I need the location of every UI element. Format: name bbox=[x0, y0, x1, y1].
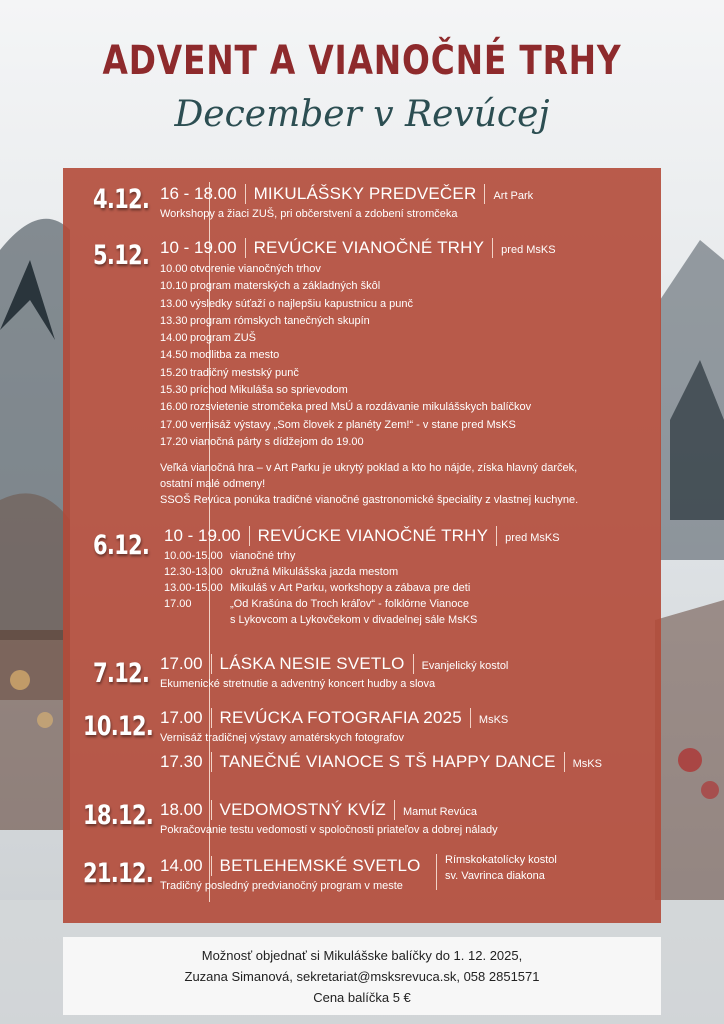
program-row: 14.00 program ZUŠ bbox=[160, 332, 257, 345]
event-header bbox=[164, 526, 560, 546]
event-description: Vernisáž tradičnej výstavy amatérskych fotografov bbox=[160, 732, 404, 744]
separator bbox=[245, 184, 246, 204]
event-place: pred MsKS bbox=[501, 244, 556, 256]
separator bbox=[211, 654, 212, 674]
event-program bbox=[160, 261, 531, 451]
event-place: Art Park bbox=[493, 190, 534, 202]
event-place: MsKS bbox=[572, 758, 602, 770]
event-description: Pokračovanie testu vedomostí v spoločnosti priateľov a dobrej nálady bbox=[160, 824, 498, 836]
event-place: pred MsKS bbox=[505, 532, 560, 544]
event-description: Tradičný posledný predvianočný program v meste bbox=[160, 880, 403, 892]
program-row: 15.20 tradičný mestský punč bbox=[160, 366, 299, 379]
event-place: sv. Vavrinca diakona bbox=[445, 870, 545, 882]
event-time: 10 - 19.00 bbox=[164, 526, 241, 545]
event-time: 17.30 bbox=[160, 752, 203, 771]
event-date: 18.12. bbox=[83, 800, 153, 831]
program-row: 13.00 výsledky súťaží o najlepšiu kapustnicu a punč bbox=[160, 297, 414, 310]
footer-info bbox=[63, 937, 661, 1015]
program-row: 17.00 „Od Krašúna do Troch kráľov“ - folklórne Vianoce bbox=[164, 598, 470, 610]
event-name: REVÚCKE VIANOČNÉ TRHY bbox=[257, 526, 489, 545]
separator bbox=[394, 800, 395, 820]
separator bbox=[249, 526, 250, 546]
event-header bbox=[160, 856, 421, 876]
footer-line: Cena balíčka 5 € bbox=[313, 990, 411, 1005]
separator bbox=[211, 708, 212, 728]
separator bbox=[484, 184, 485, 204]
program-row: 17.00 vernisáž výstavy „Som človek z planéty Zem!“ - v stane pred MsKS bbox=[160, 418, 516, 431]
event-time: 16 - 18.00 bbox=[160, 184, 237, 203]
event-description: Workshopy a žiaci ZUŠ, pri občerstvení a zdobení stromčeka bbox=[160, 208, 458, 220]
event-name: REVÚCKA FOTOGRAFIA 2025 bbox=[219, 708, 462, 727]
separator bbox=[470, 708, 471, 728]
event-name: TANEČNÉ VIANOCE S TŠ HAPPY DANCE bbox=[219, 752, 556, 771]
event-header bbox=[160, 654, 508, 674]
page-title: ADVENT A VIANOČNÉ TRHY bbox=[102, 38, 622, 84]
event-header bbox=[160, 800, 477, 820]
event-date: 10.12. bbox=[83, 711, 153, 742]
program-row: 13.30 program rómskych tanečných skupín bbox=[160, 314, 370, 327]
event-date: 5.12. bbox=[93, 240, 150, 271]
event-note: Veľká vianočná hra – v Art Parku je ukrytý poklad a kto ho nájde, získa hlavný darček, ostatní malé odmeny! bbox=[160, 462, 578, 490]
event-date: 7.12. bbox=[93, 658, 150, 689]
event-place: Mamut Revúca bbox=[402, 806, 477, 818]
separator bbox=[211, 800, 212, 820]
event-time: 18.00 bbox=[160, 800, 203, 819]
event-place: MsKS bbox=[478, 714, 509, 726]
event-place: Evanjelický kostol bbox=[421, 660, 509, 672]
separator bbox=[492, 238, 493, 258]
separator bbox=[496, 526, 497, 546]
program-row: 14.50 modlitba za mesto bbox=[160, 349, 280, 362]
event-name: BETLEHEMSKÉ SVETLO bbox=[219, 856, 421, 875]
footer-line: Zuzana Simanová, sekretariat@msksrevuca.sk, 058 2851571 bbox=[184, 969, 540, 984]
event-program bbox=[164, 548, 477, 628]
program-row: 12.30-13.00 okružná Mikulášska jazda mestom bbox=[164, 566, 399, 578]
event-note: SSOŠ Revúca ponúka tradičné vianočné gastronomické špeciality z vlastnej kuchyne. bbox=[160, 494, 579, 506]
event-time: 17.00 bbox=[160, 708, 203, 727]
separator bbox=[211, 856, 212, 876]
separator bbox=[564, 752, 565, 772]
separator bbox=[436, 854, 437, 890]
events-panel bbox=[63, 168, 661, 923]
program-row: 10.00-15.00 vianočné trhy bbox=[164, 550, 296, 562]
program-row: 10.00 otvorenie vianočných trhov bbox=[160, 263, 321, 275]
separator bbox=[211, 752, 212, 772]
program-row: 10.10 program materských a základných škôl bbox=[160, 280, 381, 293]
program-row: 17.20 vianočná párty s dídžejom do 19.00 bbox=[160, 435, 364, 448]
program-row: 13.00-15.00 Mikuláš v Art Parku, workshopy a zábava pre deti bbox=[164, 582, 471, 594]
event-header bbox=[160, 752, 602, 772]
event-date: 6.12. bbox=[93, 530, 150, 561]
program-row: 15.30 príchod Mikuláša so sprievodom bbox=[160, 384, 348, 397]
footer-line: Možnosť objednať si Mikulášske balíčky do 1. 12. 2025, bbox=[201, 948, 523, 963]
event-header bbox=[160, 238, 556, 258]
event-name: VEDOMOSTNÝ KVÍZ bbox=[219, 800, 386, 819]
event-header bbox=[160, 184, 533, 204]
event-date: 4.12. bbox=[93, 184, 150, 215]
page-subtitle: December v Revúcej bbox=[174, 94, 550, 135]
event-date: 21.12. bbox=[83, 858, 153, 889]
program-row: s Lykovcom a Lykovčekom v divadelnej sále MsKS bbox=[230, 614, 478, 626]
separator bbox=[245, 238, 246, 258]
event-time: 14.00 bbox=[160, 856, 203, 875]
event-header bbox=[160, 708, 508, 728]
event-place: Rímskokatolícky kostol bbox=[445, 854, 557, 866]
event-name: LÁSKA NESIE SVETLO bbox=[219, 654, 405, 673]
event-name: MIKULÁŠSKY PREDVEČER bbox=[253, 184, 477, 203]
event-description: Ekumenické stretnutie a adventný koncert hudby a slova bbox=[160, 678, 436, 690]
event-time: 10 - 19.00 bbox=[160, 238, 237, 257]
event-name: REVÚCKE VIANOČNÉ TRHY bbox=[253, 238, 485, 257]
separator bbox=[413, 654, 414, 674]
program-row: 16.00 rozsvietenie stromčeka pred MsÚ a rozdávanie mikulášskych balíčkov bbox=[160, 401, 532, 414]
event-time: 17.00 bbox=[160, 654, 203, 673]
